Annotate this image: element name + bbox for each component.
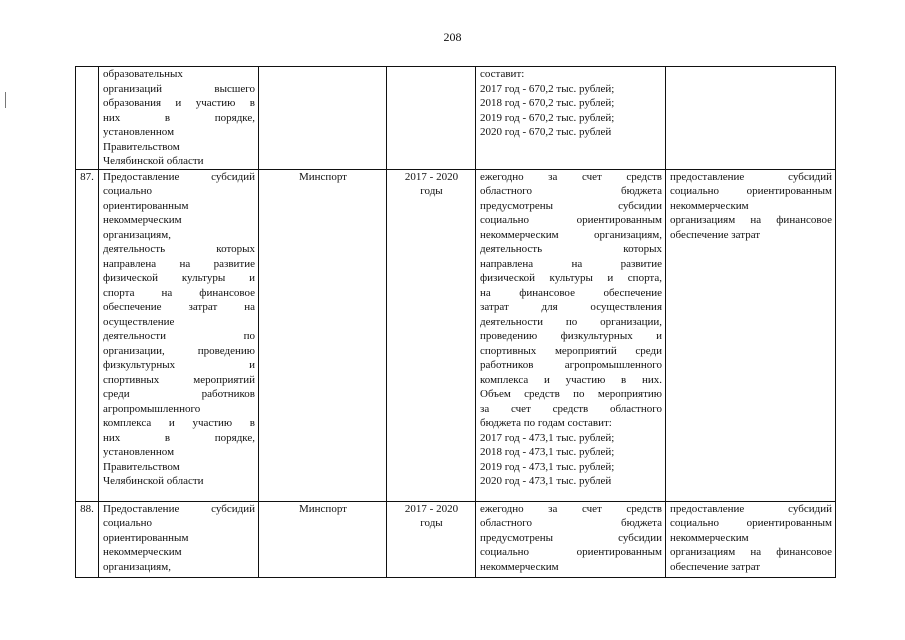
expected-result-line: организациям на финансовое	[670, 214, 832, 226]
measure-description-line: спортивных мероприятий	[103, 373, 255, 386]
funding-description-line: деятельности по организации,	[480, 315, 662, 328]
expected-result	[666, 501, 836, 577]
period-line: 2017 - 2020	[404, 170, 459, 183]
measure-description	[99, 67, 259, 170]
funding-description-line: физической культуры и спорта,	[480, 272, 662, 284]
funding-description-line: 2017 год - 670,2 тыс. рублей;	[480, 82, 615, 95]
funding-description	[476, 169, 666, 501]
period	[387, 501, 476, 577]
funding-description-line: 2020 год - 473,1 тыс. рублей	[480, 475, 612, 487]
expected-result	[666, 67, 836, 170]
row-number	[76, 67, 99, 170]
expected-result-line: обеспечение затрат	[670, 560, 761, 573]
measure-description-line: деятельности по	[103, 330, 255, 342]
period-line: годы	[420, 517, 443, 529]
measure-description-line: образовательных	[103, 68, 183, 80]
table-row	[76, 169, 836, 501]
page-number: 208	[443, 30, 462, 44]
funding-description-line: 2018 год - 670,2 тыс. рублей;	[480, 97, 615, 109]
funding-description	[476, 501, 666, 577]
period-line: годы	[420, 185, 443, 197]
measure-description-line: Челябинской области	[103, 155, 204, 167]
measure-description	[99, 169, 259, 501]
funding-description-line: 2018 год - 473,1 тыс. рублей;	[480, 446, 615, 458]
funding-description-line: ежегодно за счет средств	[480, 170, 662, 183]
funding-description-line: некоммерческим организациям,	[480, 228, 662, 241]
period-line: 2017 - 2020	[404, 502, 459, 515]
measure-description-line: ориентированным	[103, 199, 189, 212]
measure-description-line: физической культуры и	[103, 272, 255, 284]
expected-result-line: некоммерческим	[670, 199, 749, 212]
measure-description-line: Правительством	[103, 460, 180, 473]
measure-description	[99, 501, 259, 577]
expected-result	[666, 169, 836, 501]
measure-description-line: ориентированным	[103, 531, 189, 544]
measure-description-line: обеспечение затрат на	[103, 301, 255, 313]
executor: Минспорт	[259, 501, 387, 577]
measure-description-line: некоммерческим	[103, 546, 182, 558]
measure-description-line: них в порядке,	[103, 431, 255, 444]
measure-description-line: образования и участию в	[103, 97, 255, 109]
measure-description-line: осуществление	[103, 315, 175, 328]
expected-result-line: социально ориентированным	[670, 517, 832, 529]
measure-description-line: агропромышленного	[103, 402, 201, 415]
funding-description-line: бюджета по годам составит:	[480, 417, 612, 429]
funding-description-line: социально ориентированным	[480, 214, 662, 226]
funding-description-line: областного бюджета	[480, 185, 662, 197]
funding-description-line: 2019 год - 473,1 тыс. рублей;	[480, 460, 615, 473]
measure-description-line: направлена на развитие	[103, 257, 255, 270]
measure-description-line: деятельность которых	[103, 243, 255, 255]
measure-description-line: установленном	[103, 126, 175, 138]
table-row	[76, 67, 836, 170]
expected-result-line: обеспечение затрат	[670, 228, 761, 241]
funding-description-line: ежегодно за счет средств	[480, 502, 662, 515]
measure-description-line: Предоставление субсидий	[103, 170, 255, 183]
measure-description-line: Правительством	[103, 140, 180, 153]
expected-result-line: организациям на финансовое	[670, 546, 832, 558]
measure-description-line: установленном	[103, 446, 175, 458]
funding-description-line: на финансовое обеспечение	[480, 286, 662, 299]
funding-description-line: составит:	[480, 68, 525, 80]
measure-description-line: некоммерческим	[103, 214, 182, 226]
measure-description-line: социально	[103, 185, 153, 197]
measure-description-line: социально	[103, 517, 153, 529]
expected-result-line: предоставление субсидий	[670, 502, 832, 515]
funding-description-line: спортивных мероприятий среди	[480, 344, 662, 357]
funding-description-line: за счет средств областного	[480, 402, 662, 415]
measure-description-line: спорта на финансовое	[103, 286, 255, 299]
funding-description-line: Объем средств по мероприятию	[480, 388, 662, 400]
margin-mark	[5, 92, 6, 108]
table-row	[76, 501, 836, 577]
funding-description-line: 2017 год - 473,1 тыс. рублей;	[480, 431, 615, 444]
row-number: 87.	[76, 169, 99, 501]
executor	[259, 67, 387, 170]
funding-description-line: некоммерческим	[480, 560, 559, 573]
funding-description-line: проведению физкультурных и	[480, 330, 662, 342]
measures-table	[75, 66, 836, 578]
funding-description-line: социально ориентированным	[480, 546, 662, 558]
funding-description-line: областного бюджета	[480, 517, 662, 529]
funding-description-line: предусмотрены субсидии	[480, 199, 662, 212]
measure-description-line: Предоставление субсидий	[103, 502, 255, 515]
row-number: 88.	[76, 501, 99, 577]
funding-description-line: направлена на развитие	[480, 257, 662, 270]
funding-description-line: комплекса и участию в них.	[480, 373, 662, 386]
measure-description-line: организациям,	[103, 228, 171, 241]
period	[387, 67, 476, 170]
funding-description	[476, 67, 666, 170]
expected-result-line: предоставление субсидий	[670, 170, 832, 183]
measure-description-line: организации, проведению	[103, 344, 255, 357]
funding-description-line: 2019 год - 670,2 тыс. рублей;	[480, 111, 615, 124]
period	[387, 169, 476, 501]
expected-result-line: некоммерческим	[670, 531, 749, 544]
measure-description-line: организаций высшего	[103, 82, 255, 95]
funding-description-line: затрат для осуществления	[480, 301, 662, 313]
funding-description-line: работников агропромышленного	[480, 359, 662, 371]
measure-description-line: физкультурных и	[103, 359, 255, 371]
funding-description-line: 2020 год - 670,2 тыс. рублей	[480, 126, 612, 138]
measure-description-line: Челябинской области	[103, 475, 204, 487]
executor: Минспорт	[259, 169, 387, 501]
funding-description-line: предусмотрены субсидии	[480, 531, 662, 544]
measure-description-line: комплекса и участию в	[103, 417, 255, 429]
expected-result-line: социально ориентированным	[670, 185, 832, 197]
measure-description-line: среди работников	[103, 388, 255, 400]
measure-description-line: организациям,	[103, 560, 171, 573]
funding-description-line: деятельность которых	[480, 243, 662, 255]
measure-description-line: них в порядке,	[103, 111, 255, 124]
